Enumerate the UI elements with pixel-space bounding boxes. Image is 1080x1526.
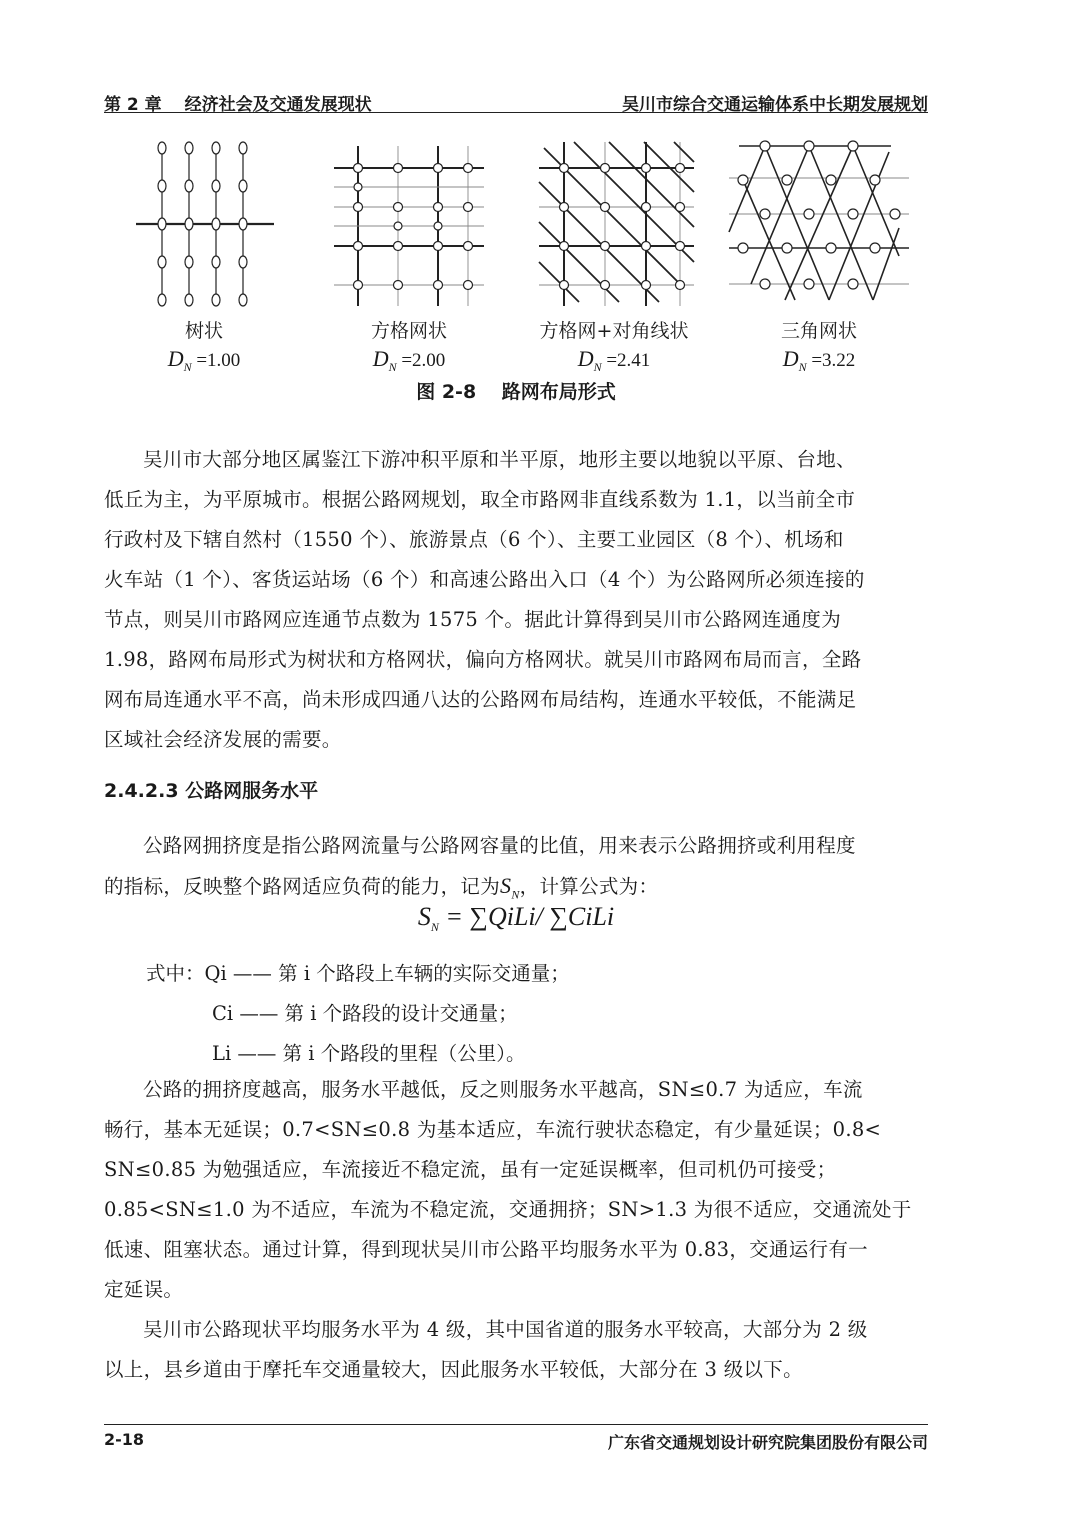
text-line: 公路网拥挤度是指公路网流量与公路网容量的比值，用来表示公路拥挤或利用程度 [143, 834, 856, 857]
text-line: 吴川市公路现状平均服务水平为 4 级，其中国省道的服务水平较高，大部分为 2 级 [143, 1318, 868, 1341]
definition-li: Li —— 第 i 个路段的里程（公里）。 [212, 1042, 526, 1065]
panel-label-grid-diagonal: 方格网+对角线状 [539, 320, 689, 342]
text-line: 网布局连通水平不高，尚未形成四通八达的公路网布局结构，连通水平较低，不能满足 [104, 688, 857, 711]
header-rule [104, 112, 928, 113]
triangle-network-diagram [729, 141, 909, 300]
dn-value-grid: $D_N =2.00$ [372, 346, 446, 374]
paragraph-service-levels [104, 1070, 928, 1310]
dn-value-tree: $D_N =1.00$ [167, 346, 241, 374]
text-line: 定延误。 [104, 1278, 184, 1301]
tree-network-diagram [136, 142, 274, 306]
text-line: 吴川市大部分地区属鉴江下游冲积平原和半平原，地形主要以地貌以平原、台地、 [143, 448, 856, 471]
text-line: 低丘为主，为平原城市。根据公路网规划，取全市路网非直线系数为 1.1，以当前全市 [104, 488, 856, 511]
grid-diagonal-network-diagram [539, 142, 694, 306]
text-line: 公路的拥挤度越高，服务水平越低，反之则服务水平越高，SN≤0.7 为适应，车流 [143, 1078, 863, 1101]
page-header [104, 86, 928, 114]
text-line: 火车站（1 个）、客货运站场（6 个）和高速公路出入口（4 个）为公路网所必须连接的 [104, 568, 865, 591]
paragraph-current-service [104, 1310, 928, 1390]
text-line: 0.85<SN≤1.0 为不适应，车流为不稳定流，交通拥挤；SN>1.3 为很不适应，交通流处于 [104, 1198, 912, 1221]
dn-value-grid-diagonal: $D_N =2.41$ [577, 346, 651, 374]
definition-ci: Ci —— 第 i 个路段的设计交通量； [212, 1002, 518, 1025]
text-line: 的指标，反映整个路网适应负荷的能力，记为$S_N$，计算公式为： [104, 873, 659, 902]
footer-rule [104, 1424, 928, 1425]
page-number: 2-18 [104, 1430, 145, 1449]
grid-network-diagram [334, 146, 484, 306]
text-line: 以上，县乡道由于摩托车交通量较大，因此服务水平较低，大部分在 3 级以下。 [104, 1358, 803, 1381]
panel-label-grid: 方格网状 [370, 320, 447, 342]
definition-qi: 式中：Qi —— 第 i 个路段上车辆的实际交通量； [146, 962, 570, 985]
section-heading: 2.4.2.3 公路网服务水平 [104, 780, 319, 802]
paragraph-connectivity [104, 440, 928, 760]
text-line: SN≤0.85 为勉强适应，车流接近不稳定流，虽有一定延误概率，但司机仍可接受； [104, 1158, 837, 1181]
network-diagrams [104, 128, 928, 318]
document-title: 吴川市综合交通运输体系中长期发展规划 [622, 95, 928, 115]
congestion-formula: $S_N$ = ∑QiLi/ ∑CiLi [417, 902, 615, 935]
text-line: 低速、阻塞状态。通过计算，得到现状吴川市公路平均服务水平为 0.83，交通运行有一 [104, 1238, 868, 1261]
organization-name: 广东省交通规划设计研究院集团股份有限公司 [607, 1433, 928, 1452]
text-line: 畅行，基本无延误；0.7<SN≤0.8 为基本适应，车流行驶状态稳定，有少量延误；0.8< [104, 1118, 882, 1141]
sn-symbol: $S_N$ [500, 873, 520, 902]
text-line: 行政村及下辖自然村（1550 个）、旅游景点（6 个）、主要工业园区（8 个）、机场和 [104, 528, 844, 551]
panel-label-tree: 树状 [184, 320, 223, 342]
text-line: 1.98，路网布局形式为树状和方格网状，偏向方格网状。就吴川市路网布局而言，全路 [104, 648, 862, 671]
figure-caption: 图 2-8 路网布局形式 [416, 381, 616, 403]
dn-value-triangle: $D_N =3.22$ [782, 346, 856, 374]
panel-label-triangle: 三角网状 [780, 320, 857, 342]
text-line: 区域社会经济发展的需要。 [104, 728, 342, 751]
text-line: 节点，则吴川市路网应连通节点数为 1575 个。据此计算得到吴川市公路网连通度为 [104, 608, 842, 631]
chapter-title: 第 2 章 经济社会及交通发展现状 [104, 95, 372, 115]
